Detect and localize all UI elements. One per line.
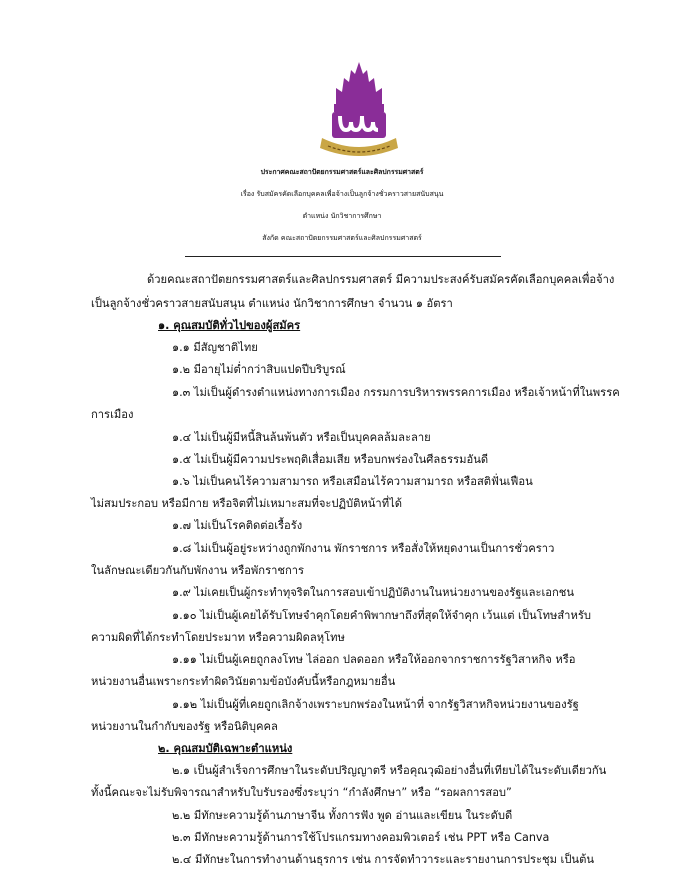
qualification-item: ๑.๙ ไม่เคยเป็นผู้กระทำทุจริตในการสอบเข้าปฏิบัติงานในหน่วยงานของรัฐและเอกชน <box>172 586 575 599</box>
qualification-item-continued: หน่วยงานในกำกับของรัฐ หรือนิติบุคคล <box>91 720 278 733</box>
university-crest-icon <box>316 60 402 158</box>
qualification-item: ๑.๘ ไม่เป็นผู้อยู่ระหว่างถูกพักงาน พักราชการ หรือสั่งให้หยุดงานเป็นการชั่วคราว <box>172 542 555 555</box>
section-heading-general: ๑. คุณสมบัติทั่วไปของผู้สมัคร <box>158 319 301 332</box>
specific-qualification-item: ๒.๓ มีทักษะความรู้ด้านการใช้โปรแกรมทางคอมพิวเตอร์ เช่น PPT หรือ Canva <box>172 831 550 844</box>
qualification-item: ๑.๖ ไม่เป็นคนไร้ความสามารถ หรือเสมือนไร้ความสามารถ หรือสติฟั่นเฟือน <box>172 475 533 488</box>
intro-paragraph-line: เป็นลูกจ้างชั่วคราวสายสนับสนุน ตำแหน่ง นักวิชาการศึกษา จำนวน ๑ อัตรา <box>91 297 453 310</box>
announcement-position: ตำแหน่ง นักวิชาการศึกษา <box>302 212 382 220</box>
announcement-affiliation: สังกัด คณะสถาปัตยกรรมศาสตร์และศิลปกรรมศาสตร์ <box>262 234 422 242</box>
qualification-item: ๑.๑๒ ไม่เป็นผู้ที่เคยถูกเลิกจ้างเพราะบกพร่องในหน้าที่ จากรัฐวิสาหกิจหน่วยงานของรัฐ <box>172 698 579 711</box>
specific-qualification-item: ๒.๔ มีทักษะในการทำงานด้านธุรการ เช่น การจัดทำวาระและรายงานการประชุม เป็นต้น <box>172 853 594 866</box>
qualification-item-continued: ความผิดที่ได้กระทำโดยประมาท หรือความผิดลหุโทษ <box>91 631 345 644</box>
specific-qualification-item: ๒.๒ มีทักษะความรู้ด้านภาษาจีน ทั้งการฟัง พูด อ่านและเขียน ในระดับดี <box>172 809 513 822</box>
qualification-item-continued: การเมือง <box>91 408 134 421</box>
qualification-item: ๑.๗ ไม่เป็นโรคติดต่อเรื้อรัง <box>172 519 303 532</box>
announcement-subject: เรื่อง รับสมัครคัดเลือกบุคคลเพื่อจ้างเป็นลูกจ้างชั่วคราวสายสนับสนุน <box>240 190 444 198</box>
qualification-item: ๑.๓ ไม่เป็นผู้ดำรงตำแหน่งทางการเมือง กรรมการบริหารพรรคการเมือง หรือเจ้าหน้าที่ในพรรค <box>172 386 620 399</box>
title-divider <box>185 256 501 257</box>
qualification-item: ๑.๑ มีสัญชาติไทย <box>172 341 258 354</box>
qualification-item-continued: ไม่สมประกอบ หรือมีกาย หรือจิตที่ไม่เหมาะสมที่จะปฏิบัติหน้าที่ได้ <box>91 497 402 510</box>
qualification-item: ๑.๒ มีอายุไม่ต่ำกว่าสิบแปดปีบริบูรณ์ <box>172 363 346 376</box>
qualification-item: ๑.๑๑ ไม่เป็นผู้เคยถูกลงโทษ ไล่ออก ปลดออก หรือให้ออกจากราชการรัฐวิสาหกิจ หรือ <box>172 653 576 666</box>
qualification-item: ๑.๑๐ ไม่เป็นผู้เคยได้รับโทษจำคุกโดยคำพิพากษาถึงที่สุดให้จำคุก เว้นแต่ เป็นโทษสำหรับ <box>172 609 591 622</box>
qualification-item: ๑.๔ ไม่เป็นผู้มีหนี้สินล้นพ้นตัว หรือเป็นบุคคลล้มละลาย <box>172 431 431 444</box>
qualification-item: ๑.๕ ไม่เป็นผู้มีความประพฤติเสื่อมเสีย หรือบกพร่องในศีลธรรมอันดี <box>172 453 489 466</box>
qualification-item-continued: หน่วยงานอื่นเพราะกระทำผิดวินัยตามข้อบังคับนี้หรือกฎหมายอื่น <box>91 675 396 688</box>
page-title: ประกาศคณะสถาปัตยกรรมศาสตร์และศิลปกรรมศาสตร์ <box>260 168 424 176</box>
qualification-item-continued: ในลักษณะเดียวกันกับพักงาน หรือพักราชการ <box>91 564 305 577</box>
specific-qualification-item: ๒.๑ เป็นผู้สำเร็จการศึกษาในระดับปริญญาตรี หรือคุณวุฒิอย่างอื่นที่เทียบได้ในระดับเดียวกัน <box>172 764 607 777</box>
section-heading-specific: ๒. คุณสมบัติเฉพาะตำแหน่ง <box>158 742 293 755</box>
intro-paragraph-line: ด้วยคณะสถาปัตยกรรมศาสตร์และศิลปกรรมศาสตร์ มีความประสงค์รับสมัครคัดเลือกบุคคลเพื่อจ้าง <box>147 273 615 286</box>
specific-qualification-item-continued: ทั้งนี้คณะจะไม่รับพิจารณาสำหรับใบรับรองซึ่งระบุว่า “กำลังศึกษา” หรือ “รอผลการสอบ” <box>91 786 512 799</box>
